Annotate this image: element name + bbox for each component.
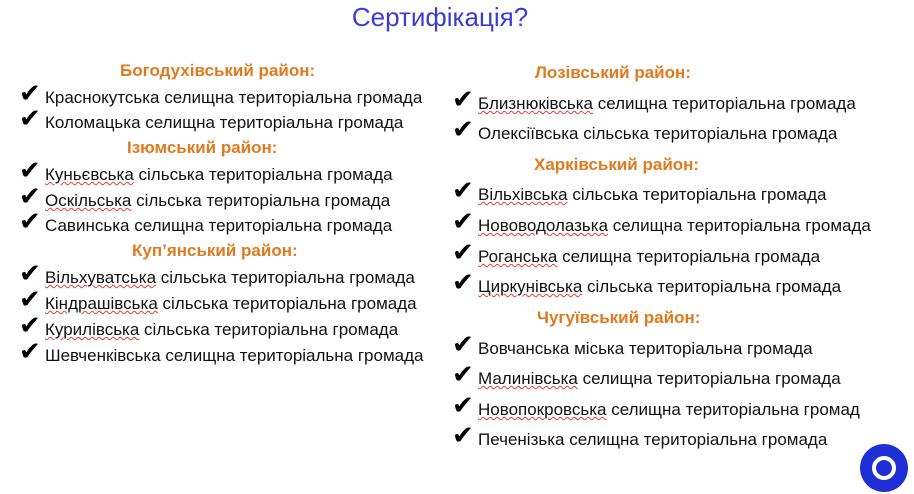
district-heading: Богодухівський район: — [120, 61, 316, 80]
community-name: Олексіївська — [478, 124, 579, 143]
district-heading: Куп’янський район: — [132, 241, 298, 260]
list-item — [452, 421, 828, 451]
community-type: сільська територіальна громада — [578, 124, 838, 143]
community-name: Краснокутська — [45, 88, 160, 107]
community-name: Куньєвська — [45, 165, 134, 184]
checkmark-icon: ✔ — [19, 79, 41, 109]
checkmark-icon: ✔ — [19, 285, 41, 315]
list-item — [19, 337, 424, 367]
checkmark-icon: ✔ — [452, 360, 474, 390]
district-heading: Ізюмський район: — [127, 138, 278, 157]
list-item — [452, 268, 842, 298]
community-type: селищна територіальна громада — [557, 247, 821, 266]
list-item — [452, 85, 856, 115]
list-item — [452, 207, 871, 237]
checkmark-icon: ✔ — [19, 311, 41, 341]
checkmark-icon: ✔ — [452, 268, 474, 298]
district-heading: Чугуївський район: — [537, 308, 701, 327]
list-item — [19, 182, 391, 212]
list-item — [452, 115, 838, 145]
list-item — [452, 330, 813, 360]
district-heading: Харківський район: — [534, 155, 700, 174]
checkmark-icon: ✔ — [19, 104, 41, 134]
community-type: селищна територіальна громада — [564, 430, 828, 449]
community-type: селищна територіальна громада — [159, 88, 423, 107]
list-item — [19, 311, 399, 341]
community-name: Малинівська — [478, 369, 578, 388]
checkmark-icon: ✔ — [19, 182, 41, 212]
district-heading: Лозівський район: — [535, 63, 691, 82]
community-name: Коломацька — [45, 113, 141, 132]
checkmark-icon: ✔ — [452, 421, 474, 451]
community-type: сільська територіальна громада — [131, 191, 391, 210]
community-type: селищна територіальна громада — [608, 216, 871, 235]
community-name: Оскільська — [45, 191, 132, 210]
slide-title: Сертифікація? — [351, 2, 529, 32]
list-item — [452, 360, 841, 390]
checkmark-icon: ✔ — [452, 207, 474, 237]
community-name: Близнюківська — [478, 94, 593, 113]
community-type: сільська територіальна громада — [133, 165, 393, 184]
community-name: Шевченківська — [45, 346, 161, 365]
checkmark-icon: ✔ — [452, 330, 474, 360]
list-item — [19, 156, 393, 186]
list-item — [452, 391, 860, 421]
checkmark-icon: ✔ — [19, 259, 41, 289]
community-type: сільська територіальна громада — [157, 294, 417, 313]
community-type: сільська територіальна громада — [567, 185, 827, 204]
list-item — [19, 104, 404, 134]
list-item — [19, 79, 423, 109]
community-name: Вільхуватська — [45, 268, 157, 287]
community-type: сільська територіальна громада — [156, 268, 415, 287]
community-name: Вільхівська — [478, 185, 568, 204]
checkmark-icon: ✔ — [452, 115, 474, 145]
list-item — [452, 238, 821, 268]
checkmark-icon: ✔ — [19, 207, 41, 237]
list-item — [19, 207, 393, 237]
logo-badge-icon — [860, 444, 908, 492]
list-item — [19, 285, 417, 315]
community-type: сільська територіальна громада — [582, 277, 842, 296]
list-item — [19, 259, 415, 289]
community-name: Нововодолазька — [478, 216, 609, 235]
community-type: сільська територіальна громада — [139, 320, 399, 339]
community-type: селищна територіальна громад — [606, 400, 860, 419]
community-name: Курилівська — [45, 320, 140, 339]
community-type: селищна територіальна громада — [140, 113, 404, 132]
checkmark-icon: ✔ — [452, 391, 474, 421]
community-name: Циркунівська — [478, 277, 583, 296]
community-name: Савинська — [45, 216, 130, 235]
community-type: селищна територіальна громада — [129, 216, 393, 235]
community-type: міська територіальна громада — [569, 339, 813, 358]
checkmark-icon: ✔ — [452, 238, 474, 268]
community-name: Кіндрашівська — [45, 294, 158, 313]
checkmark-icon: ✔ — [19, 156, 41, 186]
checkmark-icon: ✔ — [19, 337, 41, 367]
list-item — [452, 176, 827, 206]
checkmark-icon: ✔ — [452, 176, 474, 206]
community-name: Роганська — [478, 247, 558, 266]
community-name: Печенізька — [478, 430, 565, 449]
community-type: селищна територіальна громада — [577, 369, 841, 388]
community-name: Вовчанська — [478, 339, 570, 358]
checkmark-icon: ✔ — [452, 85, 474, 115]
community-name: Новопокровська — [478, 400, 607, 419]
ring-icon — [872, 456, 896, 480]
community-type: селищна територіальна громада — [593, 94, 856, 113]
community-type: селищна територіальна громада — [160, 346, 424, 365]
